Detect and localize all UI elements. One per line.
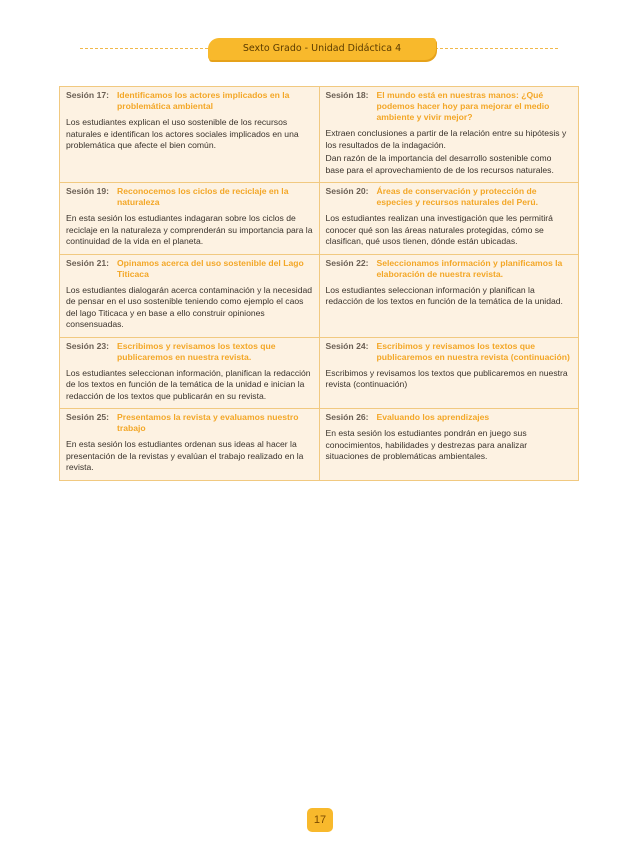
session-cell-20 [319,183,579,254]
session-description: Escribimos y revisamos los textos que publicaremos en nuestra revista (continuación) [325,367,568,389]
session-cell-23 [60,338,319,409]
session-label: Sesión 22: [325,257,369,268]
session-description: En esta sesión los estudiantes pondrán en juego sus conocimientos, habilidades y destrezas para analizar situaciones de problemáticas ambientales. [325,428,528,461]
table-row [60,87,578,182]
session-cell-22 [319,255,579,337]
session-description: Los estudiantes realizan una investigación que les permitirá conocer qué son las áreas naturales protegidas, cómo se clasifican, qué usos tienen, dónde están ubicadas. [325,213,553,246]
session-cell-24 [319,338,579,409]
sessions-table [59,86,579,481]
session-cell-25 [60,409,319,480]
session-cell-19 [60,183,319,254]
session-label: Sesión 17: [66,90,109,100]
session-title: Presentamos la revista y evaluamos nuestro trabajo [117,412,299,433]
session-title: Identificamos los actores implicados en la problemática ambiental [117,90,290,111]
session-title: Opinamos acerca del uso sostenible del Lago Titicaca [117,257,304,279]
session-description: Los estudiantes dialogarán acerca contaminación y la necesidad de pensar en el uso sostenible teniendo como ejemplo el caos del lago Titicaca y en base a ello construir opiniones consensuadas. [66,284,313,329]
session-label: Sesión 19: [66,186,109,196]
session-title: El mundo está en nuestras manos: ¿Qué podemos hacer hoy para mejorar el medio ambiente y vivir mejor? [376,90,550,122]
page-header-banner: Sexto Grado - Unidad Didáctica 4 [208,38,436,60]
session-label: Sesión 24: [325,340,369,351]
page-number: 17 [307,808,333,832]
session-description: Dan razón de la importancia del desarrollo sostenible como base para el aprovechamiento de de los recursos naturales. [325,153,554,175]
session-label: Sesión 25: [66,412,109,422]
session-label: Sesión 23: [66,340,109,351]
session-description: Extraen conclusiones a partir de la relación entre su hipótesis y los resultados de la indagación. [325,128,567,150]
session-description: En esta sesión los estudiantes indagaran sobre los ciclos de reciclaje en la naturaleza y comprenderán su importancia para la continuidad de la vida en el planeta. [66,213,313,246]
session-title: Reconocemos los ciclos de reciclaje en la naturaleza [117,186,289,207]
session-cell-26 [319,409,579,480]
session-label: Sesión 20: [325,186,369,196]
session-label: Sesión 21: [66,257,109,268]
session-title: Seleccionamos información y planificamos la elaboración de nuestra revista. [376,257,563,279]
table-row [60,254,578,337]
session-title: Escribimos y revisamos los textos que publicaremos en nuestra revista (continuación) [376,340,570,362]
table-row [60,182,578,254]
session-description: Los estudiantes seleccionan información, planifican la redacción de los textos en función de la temática de la unidad e inician la redacción de los textos que publicarán en su revista. [66,367,311,401]
session-cell-17 [60,87,319,182]
table-row [60,337,578,409]
session-label: Sesión 18: [325,90,369,100]
session-description: En esta sesión los estudiantes ordenan sus ideas al hacer la presentación de la revistas y evalúan el trabajo realizado en la revista. [66,439,304,472]
session-cell-21 [60,255,319,337]
session-title: Evaluando los aprendizajes [376,412,490,422]
session-title: Áreas de conservación y protección de especies y recursos naturales del Perú. [376,186,538,207]
session-description: Los estudiantes seleccionan información y planifican la redacción de los textos en función de la temática de la unidad. [325,284,563,306]
session-cell-18 [319,87,579,182]
session-title: Escribimos y revisamos los textos que publicaremos en nuestra revista. [117,340,276,362]
session-label: Sesión 26: [325,412,369,422]
session-description: Los estudiantes explican el uso sostenible de los recursos naturales e identifican los actores sociales implicados en una problemática que afecte el bien común. [66,117,299,150]
table-row [60,408,578,480]
